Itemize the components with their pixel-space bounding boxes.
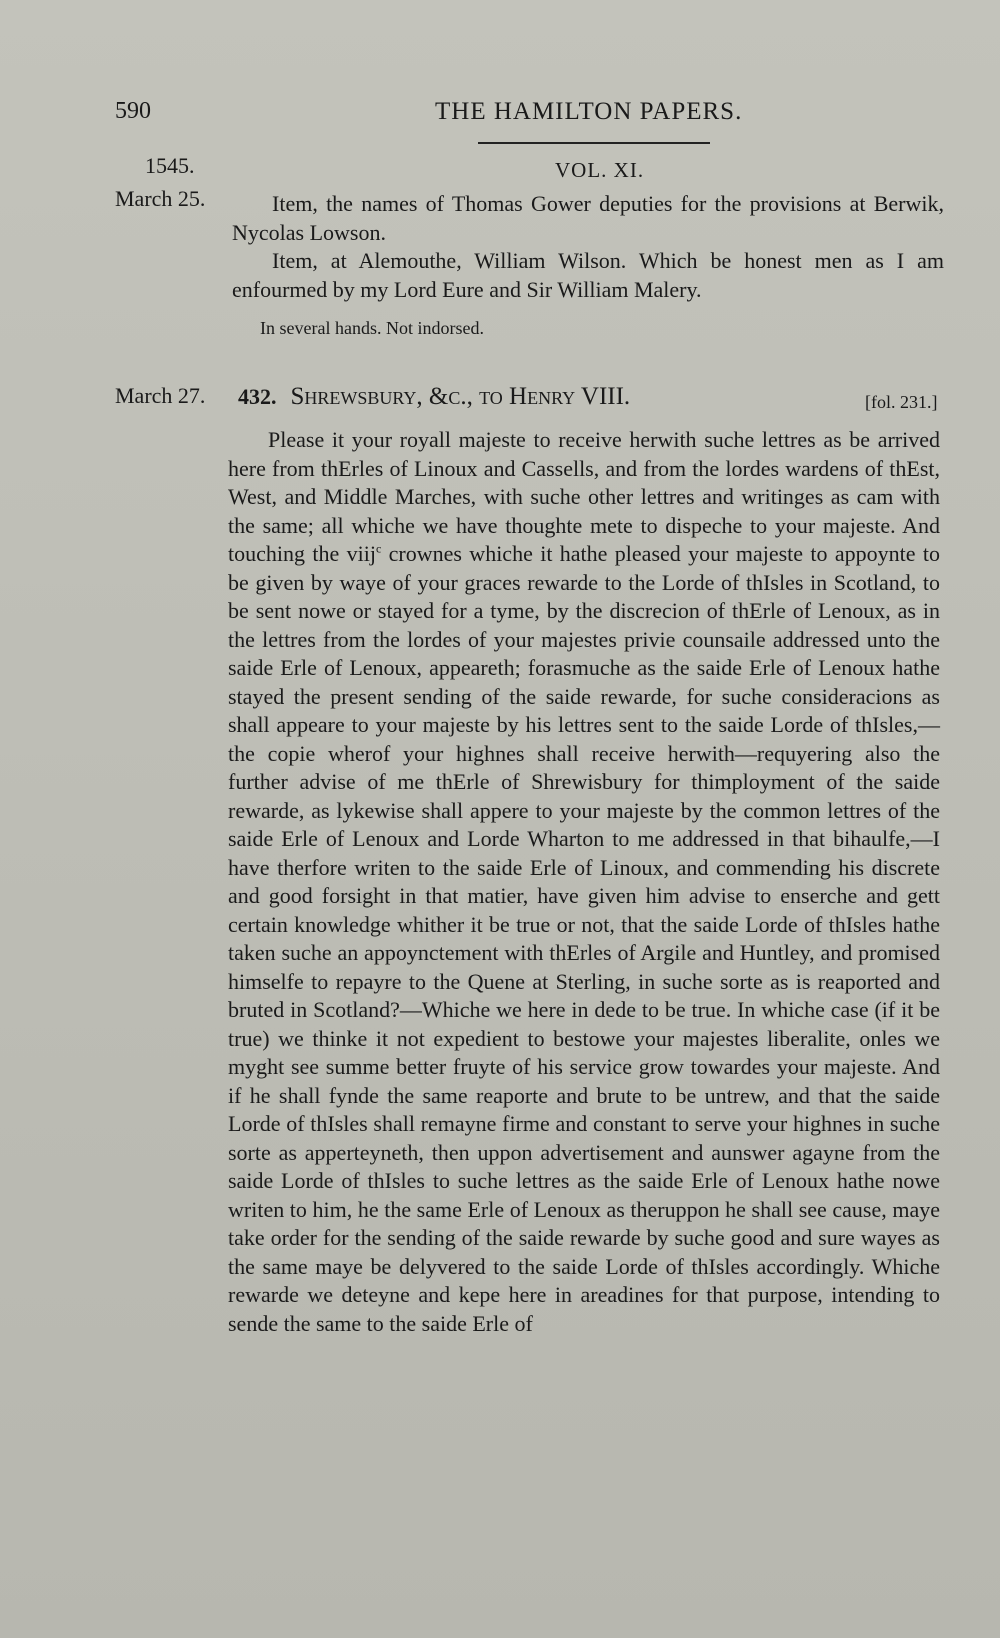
indorsement-note: In several hands. Not indorsed. (260, 318, 484, 338)
entry-number: 432. (238, 384, 277, 409)
letter-text-part-2: crownes whiche it hathe pleased your majeste to appoynte to be given by waye of your graces rewarde to the Lorde of thIsles in Scotland, to be sent nowe or stayed for a tyme, by the discrecion of thErle of Lenoux, as in the lettres from the lordes of your majestes privie counsaile addressed unto the saide Erle of Lenoux, appeareth; forasmuche as the saide Erle of Lenoux hathe stayed the present sending of the saide rewarde, for suche consideracions as shall appeare to your majeste by his lettres sent to the saide Lorde of thIsles,—the copie wherof your highnes shall receive herwith—requyering also the further advise of me thErle of Shrewisbury for thimployment of the saide rewarde, as lykewise shall appere to your majeste by the common lettres of the saide Erle of Lenoux and Lorde Wharton to me addressed in that bihaulfe,—I have therfore writen to the saide Erle of Linoux, and commending his discrete and good forsight in that matier, have given him advise to enserche and gett certain knowledge whither it be true or not, that the saide Lorde of thIsles hathe taken suche an appoynctement with thErles of Argile and Huntley, and promised himselfe to repayre to the Quene at Sterling, in suche sorte as is reaported and bruted in Scotland?—Whiche we here in dede to be true. In whiche case (if it be true) we thinke it not expedient to bestowe your majestes liberalite, onles we myght see summe better fruyte of his service grow towardes your majeste. And if he shall fynde the same reaporte and brute to be untrew, and that the saide Lorde of thIsles shall remayne firme and constant to serve your highnes in suche sorte as apperteyneth, then uppon advertisement and aunswer agayne from the saide Lorde of thIsles to suche lettres as the saide Erle of Lenoux hathe nowe writen to him, he the same Erle of Lenoux as theruppon he shall see cause, maye take order for the sending of the saide rewarde by suche good and sure wayes as the same maye be delyvered to the saide Lorde of thIsles accordingly. Whiche rewarde we deteyne and kepe here in areadines for that purpose, intending to sende the same to the saide Erle of (228, 541, 940, 1336)
paragraph: Item, the names of Thomas Gower deputies for the provisions at Berwik, Nycolas Lowson. (232, 191, 944, 245)
entry-heading (238, 383, 630, 411)
volume-label: VOL. XI. (555, 158, 645, 182)
entry-date-march-27: March 27. (115, 383, 206, 408)
letter-body (228, 426, 940, 1338)
paragraph: Item, at Alemouthe, William Wilson. Which be honest men as I am enfourmed by my Lord Eure and Sir William Malery. (232, 248, 944, 302)
title-rule (478, 142, 710, 144)
letter-text-part-1: Please it your royall majeste to receive herwith suche lettres as be arrived here from thErles of Linoux and Cassells, and from the lordes wardens of thEst, West, and Middle Marches, with suche other lettres and writinges as cam with the same; all whiche we have thoughte mete to dispeche to your majeste. And touching the viij (228, 427, 940, 566)
prev-entry-text (232, 190, 944, 304)
entry-date-march-25: March 25. (115, 186, 206, 211)
year-label: 1545. (145, 153, 195, 178)
entry-title: Shrewsbury, &c., to Henry VIII. (290, 383, 631, 410)
folio-reference: [fol. 231.] (865, 392, 938, 412)
running-title: THE HAMILTON PAPERS. (435, 98, 743, 125)
page-number: 590 (115, 98, 151, 124)
superscript-mark: c (375, 541, 382, 556)
letter-paragraph (228, 426, 940, 1338)
